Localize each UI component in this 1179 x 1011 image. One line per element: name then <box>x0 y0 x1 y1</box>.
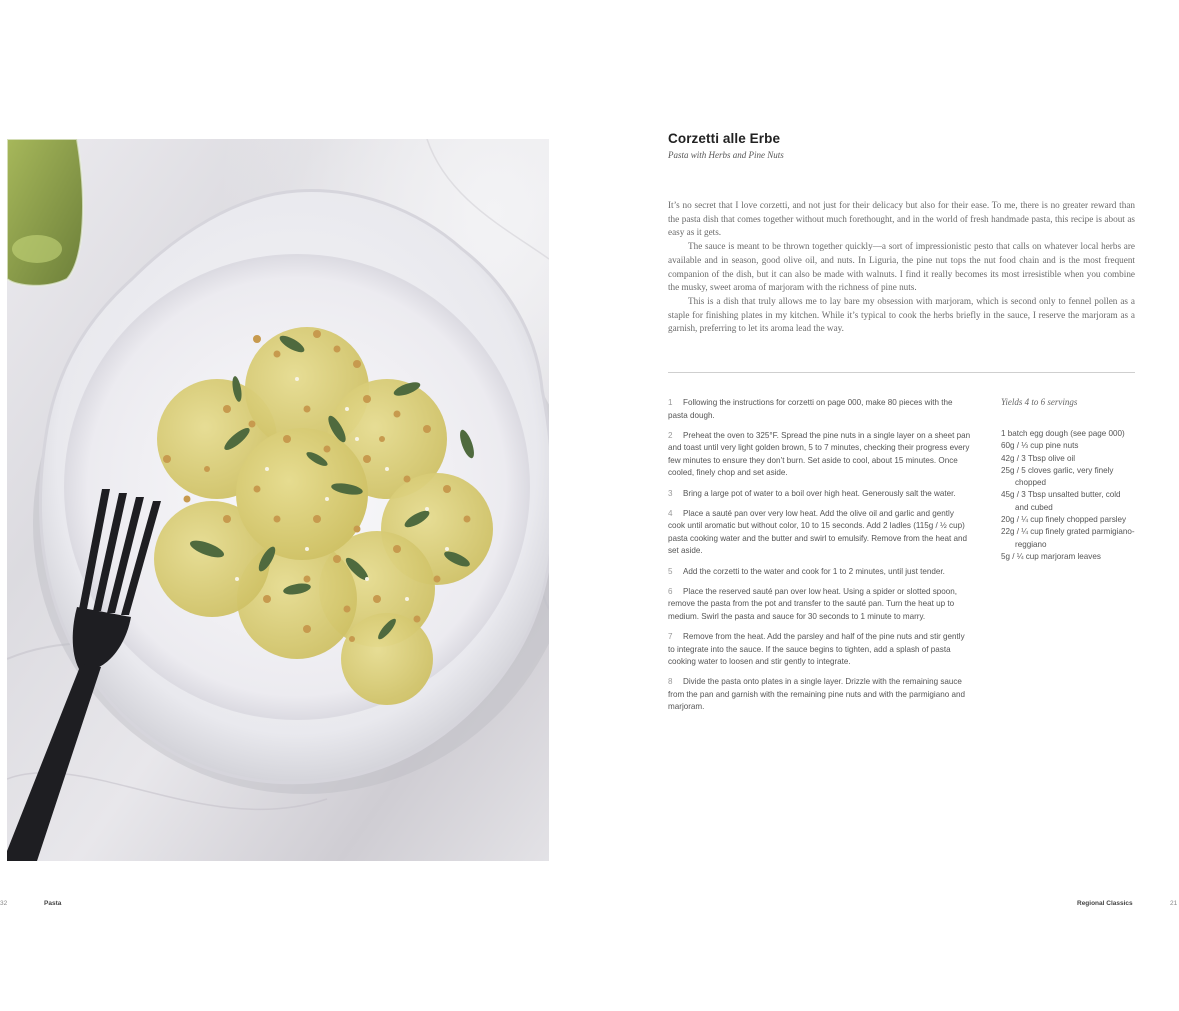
step-text: Preheat the oven to 325°F. Spread the pine nuts in a single layer on a sheet pan and toast until very light golden brown, 5 to 7 minutes, checking their progress every few minutes to ensure they don’t burn. Set aside to cool, about 15 minutes. Once cooled, finely chop and set aside. <box>668 430 971 478</box>
step-item <box>668 397 971 422</box>
step-item <box>668 488 971 501</box>
recipe-intro <box>668 199 1135 336</box>
page-number-left: 32 <box>0 900 8 907</box>
step-text: Add the corzetti to the water and cook for 1 to 2 minutes, until just tender. <box>683 566 945 576</box>
step-item <box>668 586 971 624</box>
olive-oil-glass <box>7 139 83 286</box>
ingredient-item: 60g / ⅓ cup pine nuts <box>1001 441 1079 451</box>
ingredient-item: 42g / 3 Tbsp olive oil <box>1001 453 1076 463</box>
running-head-right: Regional Classics <box>1077 900 1133 907</box>
step-item <box>668 676 971 714</box>
recipe-title: Corzetti alle Erbe <box>668 131 781 146</box>
ingredient-item: 1 batch egg dough (see page 000) <box>1001 429 1125 438</box>
ingredient-item: 25g / 5 cloves garlic, very finely chopped <box>1001 465 1114 488</box>
step-number: 2 <box>668 430 673 440</box>
dish-illustration <box>7 139 549 861</box>
step-text: Following the instructions for corzetti on page 000, make 80 pieces with the pasta dough. <box>668 398 953 420</box>
step-item <box>668 631 971 669</box>
step-number: 8 <box>668 677 673 687</box>
step-number: 1 <box>668 398 673 407</box>
page-number-right: 21 <box>1170 900 1178 907</box>
step-item <box>668 566 971 579</box>
recipe-subtitle: Pasta with Herbs and Pine Nuts <box>668 150 784 160</box>
step-text: Divide the pasta onto plates in a single layer. Drizzle with the remaining sauce from the pan and garnish with the remaining pine nuts and with the parmigiano and marjoram. <box>668 677 965 712</box>
ingredient-item: 20g / ¼ cup finely chopped parsley <box>1001 515 1127 525</box>
ingredient-item: 5g / ¼ cup marjoram leaves <box>1001 551 1101 561</box>
intro-paragraph: This is a dish that truly allows me to lay bare my obsession with marjoram, which is second only to fennel pollen as a staple for finishing plates in my kitchen. While it’s typical to cook the herbs briefly in the sauce, I reserve the marjoram as a garnish, preferring to let its aroma lead the way. <box>668 295 1135 334</box>
running-head-left: Pasta <box>44 900 62 907</box>
step-number: 6 <box>668 586 673 596</box>
intro-paragraph: The sauce is meant to be thrown together quickly—a sort of impressionistic pesto that calls on whatever local herbs are available and in season, good olive oil, and nuts. In Liguria, the pine nut tops the nut food chain and is the most frequent companion of the dish, but it can also be made with walnuts. I find it really becomes its most irresistible when you combine the musky, sweet aroma of marjoram with the richness of pine nuts. <box>668 241 1135 293</box>
recipe-steps <box>668 397 971 721</box>
step-text: Place a sauté pan over very low heat. Add the olive oil and garlic and gently cook until aromatic but without color, 10 to 15 seconds. Add 2 ladles (115g / ½ cup) pasta cooking water and the butter and swirl to emulsify. Remove from the heat and set aside. <box>668 508 968 556</box>
step-text: Place the reserved sauté pan over low heat. Using a spider or slotted spoon, remove the pasta from the pot and transfer to the sauté pan. Turn the heat up to medium. Swirl the pasta and sauce for 30 seconds to 1 minute to marry. <box>668 586 957 621</box>
step-item <box>668 430 971 480</box>
ingredient-item: 45g / 3 Tbsp unsalted butter, cold and cubed <box>1001 490 1121 512</box>
dish-photo <box>7 139 549 861</box>
step-number: 4 <box>668 508 673 518</box>
recipe-yield: Yields 4 to 6 servings <box>1001 397 1078 407</box>
section-divider <box>668 372 1135 373</box>
step-text: Bring a large pot of water to a boil over high heat. Generously salt the water. <box>683 488 956 498</box>
step-text: Remove from the heat. Add the parsley and half of the pine nuts and stir gently to integrate into the sauce. If the sauce begins to tighten, add a splash of pasta cooking water to loosen and stir gently to integrate. <box>668 631 965 667</box>
ingredient-list <box>1001 428 1136 563</box>
step-number: 5 <box>668 566 673 576</box>
step-item <box>668 508 971 558</box>
intro-paragraph: It’s no secret that I love corzetti, and not just for their delicacy but also for their ease. To me, there is no greater reward than the pasta dish that comes together without much forethought, and in the world of fresh handmade pasta, this recipe is about as easy as it gets. <box>668 200 1135 238</box>
step-number: 3 <box>668 488 673 498</box>
ingredient-item: 22g / ¼ cup finely grated parmigiano-reggiano <box>1001 527 1135 549</box>
step-number: 7 <box>668 631 673 641</box>
